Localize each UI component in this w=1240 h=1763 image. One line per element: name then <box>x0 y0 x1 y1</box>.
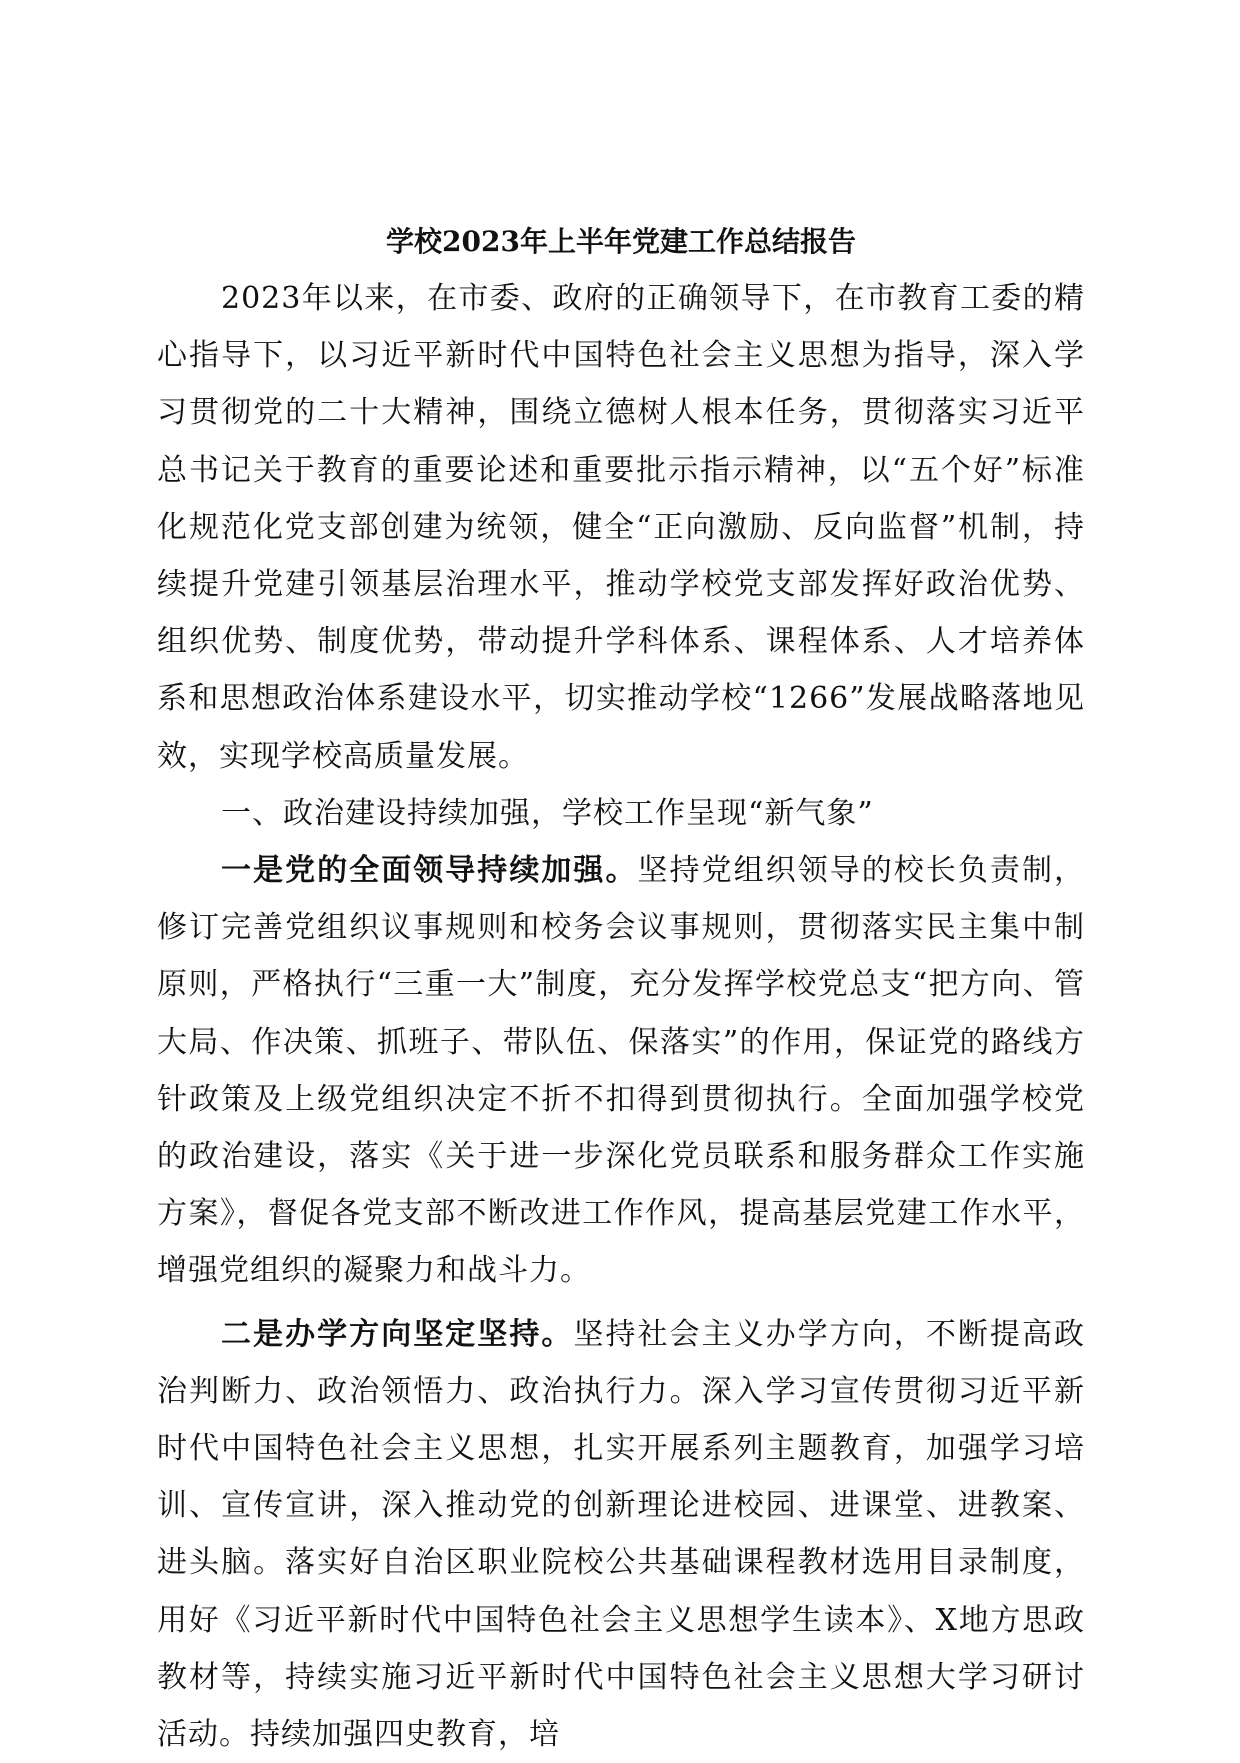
section-heading-1: 一、政治建设持续加强，学校工作呈现“新气象” <box>221 795 874 831</box>
intro-paragraph: 2023年以来，在市委、政府的正确领导下，在市教育工委的精心指导下，以习近平新时代中国特色社会主义思想为指导，深入学习贯彻党的二十大精神，围绕立德树人根本任务，贯彻落实习近平总书记关于教育的重要论述和重要批示指示精神，以“五个好”标准化规范化党支部创建为统领，健全“正向激励、反向监督”机制，持续提升党建引领基层治理水平，推动学校党支部发挥好政治优势、组织优势、制度优势，带动提升学科体系、课程体系、人才培养体系和思想政治体系建设水平，切实推动学校“1266”发展战略落地见效，实现学校高质量发展。 <box>157 281 1085 774</box>
document-body <box>157 214 1085 1763</box>
point-body-1: 坚持党组织领导的校长负责制，修订完善党组织议事规则和校务会议事规则，贯彻落实民主集中制原则，严格执行“三重一大”制度，充分发挥学校党总支“把方向、管大局、作决策、抓班子、带队伍、保落实”的作用，保证党的路线方针政策及上级党组织决定不折不扣得到贯彻执行。全面加强学校党的政治建设，落实《关于进一步深化党员联系和服务群众工作实施方案》，督促各党支部不断改进工作作风，提高基层党建工作水平，增强党组织的凝聚力和战斗力。 <box>157 853 1085 1289</box>
document-title: 学校2023年上半年党建工作总结报告 <box>386 225 856 258</box>
point-paragraph-2 <box>157 1306 1085 1763</box>
point-body-2: 坚持社会主义办学方向，不断提高政治判断力、政治领悟力、政治执行力。深入学习宣传贯彻习近平新时代中国特色社会主义思想，扎实开展系列主题教育，加强学习培训、宣传宣讲，深入推动党的创新理论进校园、进课堂、进教案、进头脑。落实好自治区职业院校公共基础课程教材选用目录制度，用好《习近平新时代中国特色社会主义思想学生读本》、X地方思政教材等，持续实施习近平新时代中国特色社会主义思想大学习研讨活动。持续加强四史教育，培 <box>157 1316 1086 1753</box>
point-lead-1: 一是党的全面领导持续加强。 <box>221 853 638 889</box>
point-paragraph-1 <box>157 842 1085 1300</box>
point-lead-2: 二是办学方向坚定坚持。 <box>221 1316 574 1352</box>
